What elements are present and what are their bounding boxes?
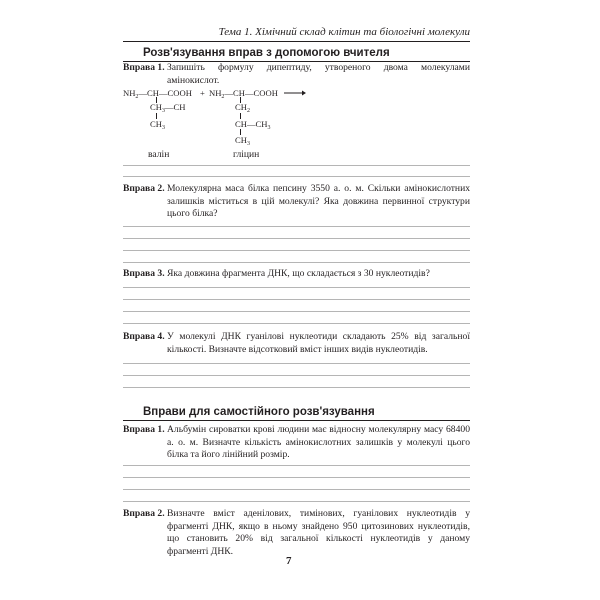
glycine-methyl: $CH_3$ xyxy=(235,135,250,147)
exercise-self-2 xyxy=(123,508,470,558)
exercise-text: У молекулі ДНК гуанілові нуклеотиди складають 25% від загальної кількості. Визначте відсотковий вміст інших видів нуклеотидів. xyxy=(167,331,470,355)
exercise-text: Молекулярна маса білка пепсину 3550 а. о. м. Скільки амінокислотних залишків міститься в цій молекулі? Яка довжина первинної структури цього білка? xyxy=(167,183,470,219)
exercise-label: Вправа 1. xyxy=(123,424,165,435)
section-title-guided: Розв'язування вправ з допомогою вчителя xyxy=(123,46,470,62)
section-title-independent: Вправи для самостійного розв'язування xyxy=(123,405,470,421)
glycine-main-chain: $NH_2—CH—COOH$ xyxy=(209,88,278,100)
answer-line[interactable] xyxy=(123,176,470,177)
glycine-branch: $CH—CH_3$ xyxy=(235,119,271,131)
exercise-label: Вправа 3. xyxy=(123,268,165,279)
answer-line[interactable] xyxy=(123,238,470,239)
answer-line[interactable] xyxy=(123,262,470,263)
answer-line[interactable] xyxy=(123,477,470,478)
answer-line[interactable] xyxy=(123,501,470,502)
page-number: 7 xyxy=(286,555,292,567)
exercise-text: Визначте вміст аденілових, тимінових, гуанілових нуклеотидів у фрагменті ДНК, якщо в ньому знайдено 950 цитозинових нуклеотидів, що становить 20% від загальної кількості нуклеотидів у даному фрагменті ДНК. xyxy=(167,508,470,557)
amino-name-valine: валін xyxy=(148,149,170,160)
exercise-label: Вправа 2. xyxy=(123,183,165,194)
glycine-ch2-1: $CH_2$ xyxy=(235,102,250,114)
plus-sign: + xyxy=(200,88,205,98)
answer-line[interactable] xyxy=(123,323,470,324)
reaction-arrow-icon xyxy=(284,89,306,97)
exercise-2 xyxy=(123,183,470,221)
answer-line[interactable] xyxy=(123,287,470,288)
valine-main-chain: $NH_2—CH—COOH$ xyxy=(123,88,192,100)
answer-line[interactable] xyxy=(123,375,470,376)
answer-line[interactable] xyxy=(123,363,470,364)
exercise-4 xyxy=(123,331,470,357)
exercise-label: Вправа 2. xyxy=(123,508,165,519)
answer-line[interactable] xyxy=(123,299,470,300)
amino-name-glycine: гліцин xyxy=(233,149,260,160)
valine-methyl: $CH_3$ xyxy=(150,119,165,131)
answer-line[interactable] xyxy=(123,165,470,166)
exercise-label: Вправа 1. xyxy=(123,62,165,73)
exercise-1 xyxy=(123,62,470,88)
answer-line[interactable] xyxy=(123,311,470,312)
answer-line[interactable] xyxy=(123,489,470,490)
exercise-text: Яка довжина фрагмента ДНК, що складається з 30 нуклеотидів? xyxy=(167,268,430,279)
exercise-text: Запишіть формулу дипептиду, утвореного двома молекулами амінокислот. xyxy=(167,62,470,86)
exercise-self-1 xyxy=(123,424,470,462)
exercise-label: Вправа 4. xyxy=(123,331,165,342)
page-header: Тема 1. Хімічний склад клітин та біологічні молекули xyxy=(123,25,470,42)
answer-line[interactable] xyxy=(123,226,470,227)
answer-line[interactable] xyxy=(123,387,470,388)
exercise-3 xyxy=(123,268,470,282)
valine-side-branch: $CH_3—CH$ xyxy=(150,102,186,114)
exercise-text: Альбумін сироватки крові людини має відносну молекулярну масу 68400 а. о. м. Визначте кількість амінокислотних залишків у молекулі цього білка та його лінійний розмір. xyxy=(167,424,470,460)
answer-line[interactable] xyxy=(123,250,470,251)
answer-line[interactable] xyxy=(123,465,470,466)
